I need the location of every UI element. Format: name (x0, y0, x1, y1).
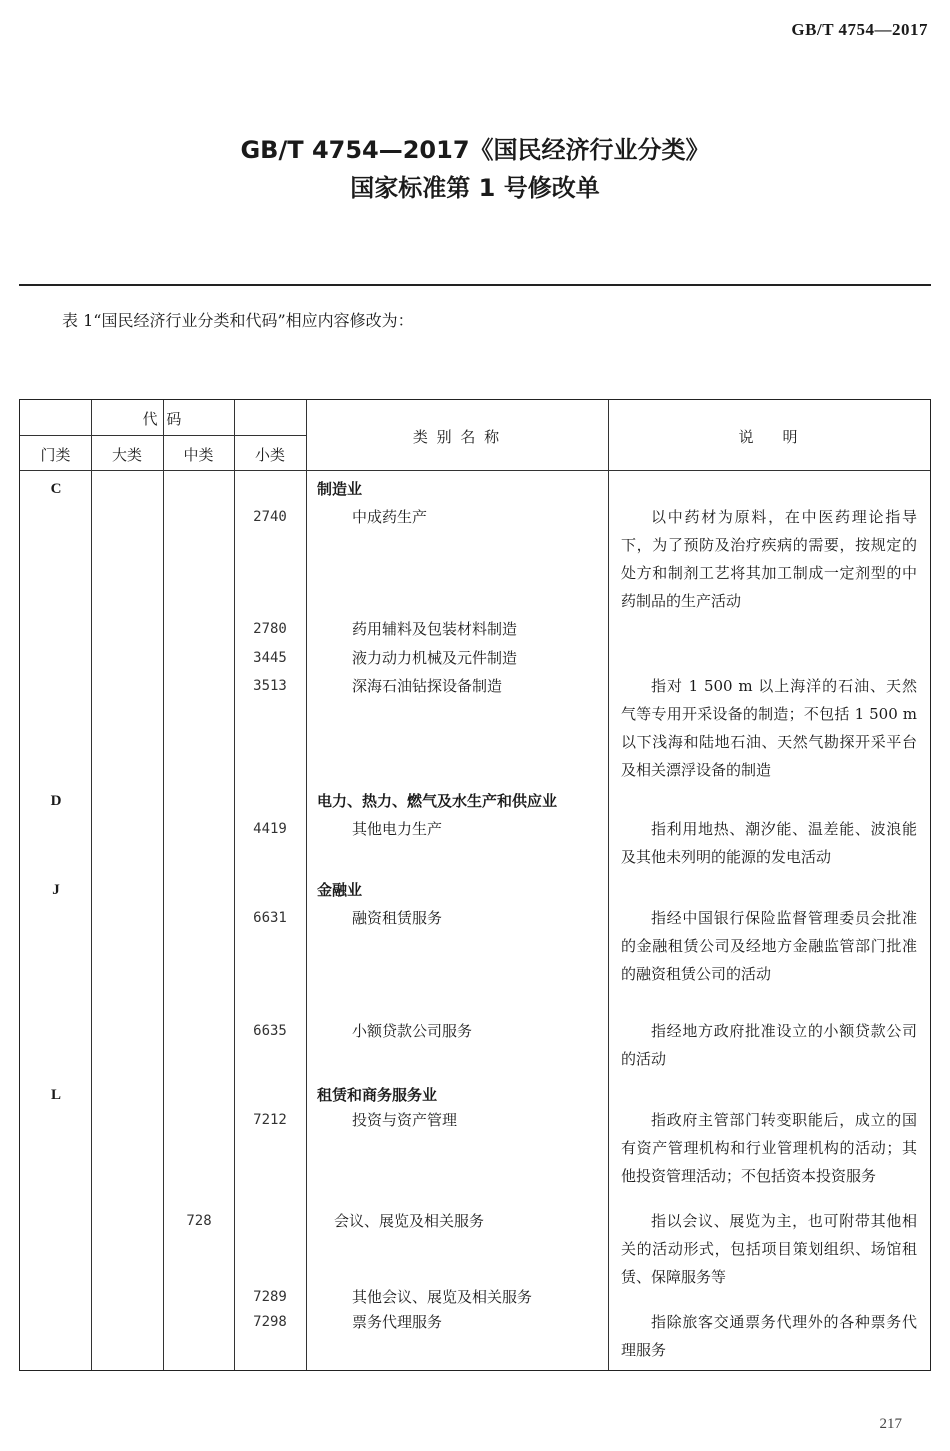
table-divider (20, 435, 306, 436)
row-category-name: 制造业 (317, 480, 363, 498)
row-description: 指除旅客交通票务代理外的各种票务代理服务 (621, 1313, 917, 1359)
header-zhong: 中类 (183, 446, 214, 464)
row-name: 深海石油钻探设备制造 (352, 677, 503, 695)
row-name: 会议、展览及相关服务 (334, 1212, 485, 1230)
intro-text: 表 1“国民经济行业分类和代码”相应内容修改为： (62, 311, 414, 330)
row-description: 指对 1 500 m 以上海洋的石油、天然气等专用开采设备的制造；不包括 1 500 m以下浅海和陆地石油、天然气勘探开采平台及相关漂浮设备的制造 (621, 677, 917, 779)
row-xiao-code: 3445 (253, 650, 287, 666)
row-category-name: 租赁和商务服务业 (317, 1086, 438, 1104)
table-divider (20, 470, 930, 471)
row-xiao-code: 2740 (253, 509, 287, 525)
row-xiao-code: 7289 (253, 1289, 287, 1305)
title-line-2: 国家标准第 1 号修改单 (350, 174, 600, 202)
title-line-1: GB/T 4754—2017《国民经济行业分类》 (240, 136, 710, 164)
row-men-code: D (50, 793, 62, 809)
row-description: 以中药材为原料，在中医药理论指导下，为了预防及治疗疾病的需要，按规定的处方和制剂工艺将其加工制成一定剂型的中药制品的生产活动 (621, 508, 917, 610)
header-men: 门类 (40, 446, 71, 464)
row-name: 液力动力机械及元件制造 (352, 649, 518, 667)
row-men-code: J (52, 882, 60, 898)
row-description: 指政府主管部门转变职能后，成立的国有资产管理机构和行业管理机构的活动；其他投资管理活动；不包括资本投资服务 (621, 1111, 917, 1185)
row-name: 其他会议、展览及相关服务 (352, 1288, 533, 1306)
row-men-code: C (50, 481, 62, 497)
row-category-name: 金融业 (317, 881, 363, 899)
row-xiao-code: 4419 (253, 821, 287, 837)
table-divider (306, 400, 307, 1370)
row-xiao-code: 6635 (253, 1023, 287, 1039)
row-xiao-code: 3513 (253, 678, 287, 694)
row-name: 票务代理服务 (352, 1313, 443, 1331)
row-description: 指经中国银行保险监督管理委员会批准的金融租赁公司及经地方金融监管部门批准的融资租赁公司的活动 (621, 909, 917, 983)
row-description: 指经地方政府批准设立的小额贷款公司的活动 (621, 1022, 917, 1068)
row-name: 药用辅料及包装材料制造 (352, 620, 518, 638)
row-zhong-code: 728 (186, 1213, 212, 1229)
header-da: 大类 (111, 446, 142, 464)
row-name: 小额贷款公司服务 (352, 1022, 473, 1040)
row-category-name: 电力、热力、燃气及水生产和供应业 (317, 792, 558, 810)
row-xiao-code: 7212 (253, 1112, 287, 1128)
row-name: 融资租赁服务 (352, 909, 443, 927)
header-name: 类 别 名 称 (412, 428, 502, 446)
header-code: 代 码 (142, 410, 184, 428)
row-xiao-code: 6631 (253, 910, 287, 926)
row-name: 投资与资产管理 (352, 1111, 458, 1129)
row-xiao-code: 7298 (253, 1314, 287, 1330)
classification-table (19, 399, 931, 1371)
page-number: 217 (879, 1416, 902, 1432)
row-xiao-code: 2780 (253, 621, 287, 637)
horizontal-rule (19, 284, 931, 286)
table-divider (608, 400, 609, 1370)
row-name: 中成药生产 (352, 508, 428, 526)
standard-number: GB/T 4754—2017 (791, 20, 928, 39)
header-xiao: 小类 (254, 446, 285, 464)
header-desc: 说 明 (738, 428, 800, 446)
row-description: 指以会议、展览为主，也可附带其他相关的活动形式，包括项目策划组织、场馆租赁、保障服务等 (621, 1212, 917, 1286)
row-name: 其他电力生产 (352, 820, 443, 838)
row-men-code: L (50, 1087, 61, 1103)
document-title (0, 132, 950, 206)
row-description: 指利用地热、潮汐能、温差能、波浪能及其他未列明的能源的发电活动 (621, 820, 917, 866)
